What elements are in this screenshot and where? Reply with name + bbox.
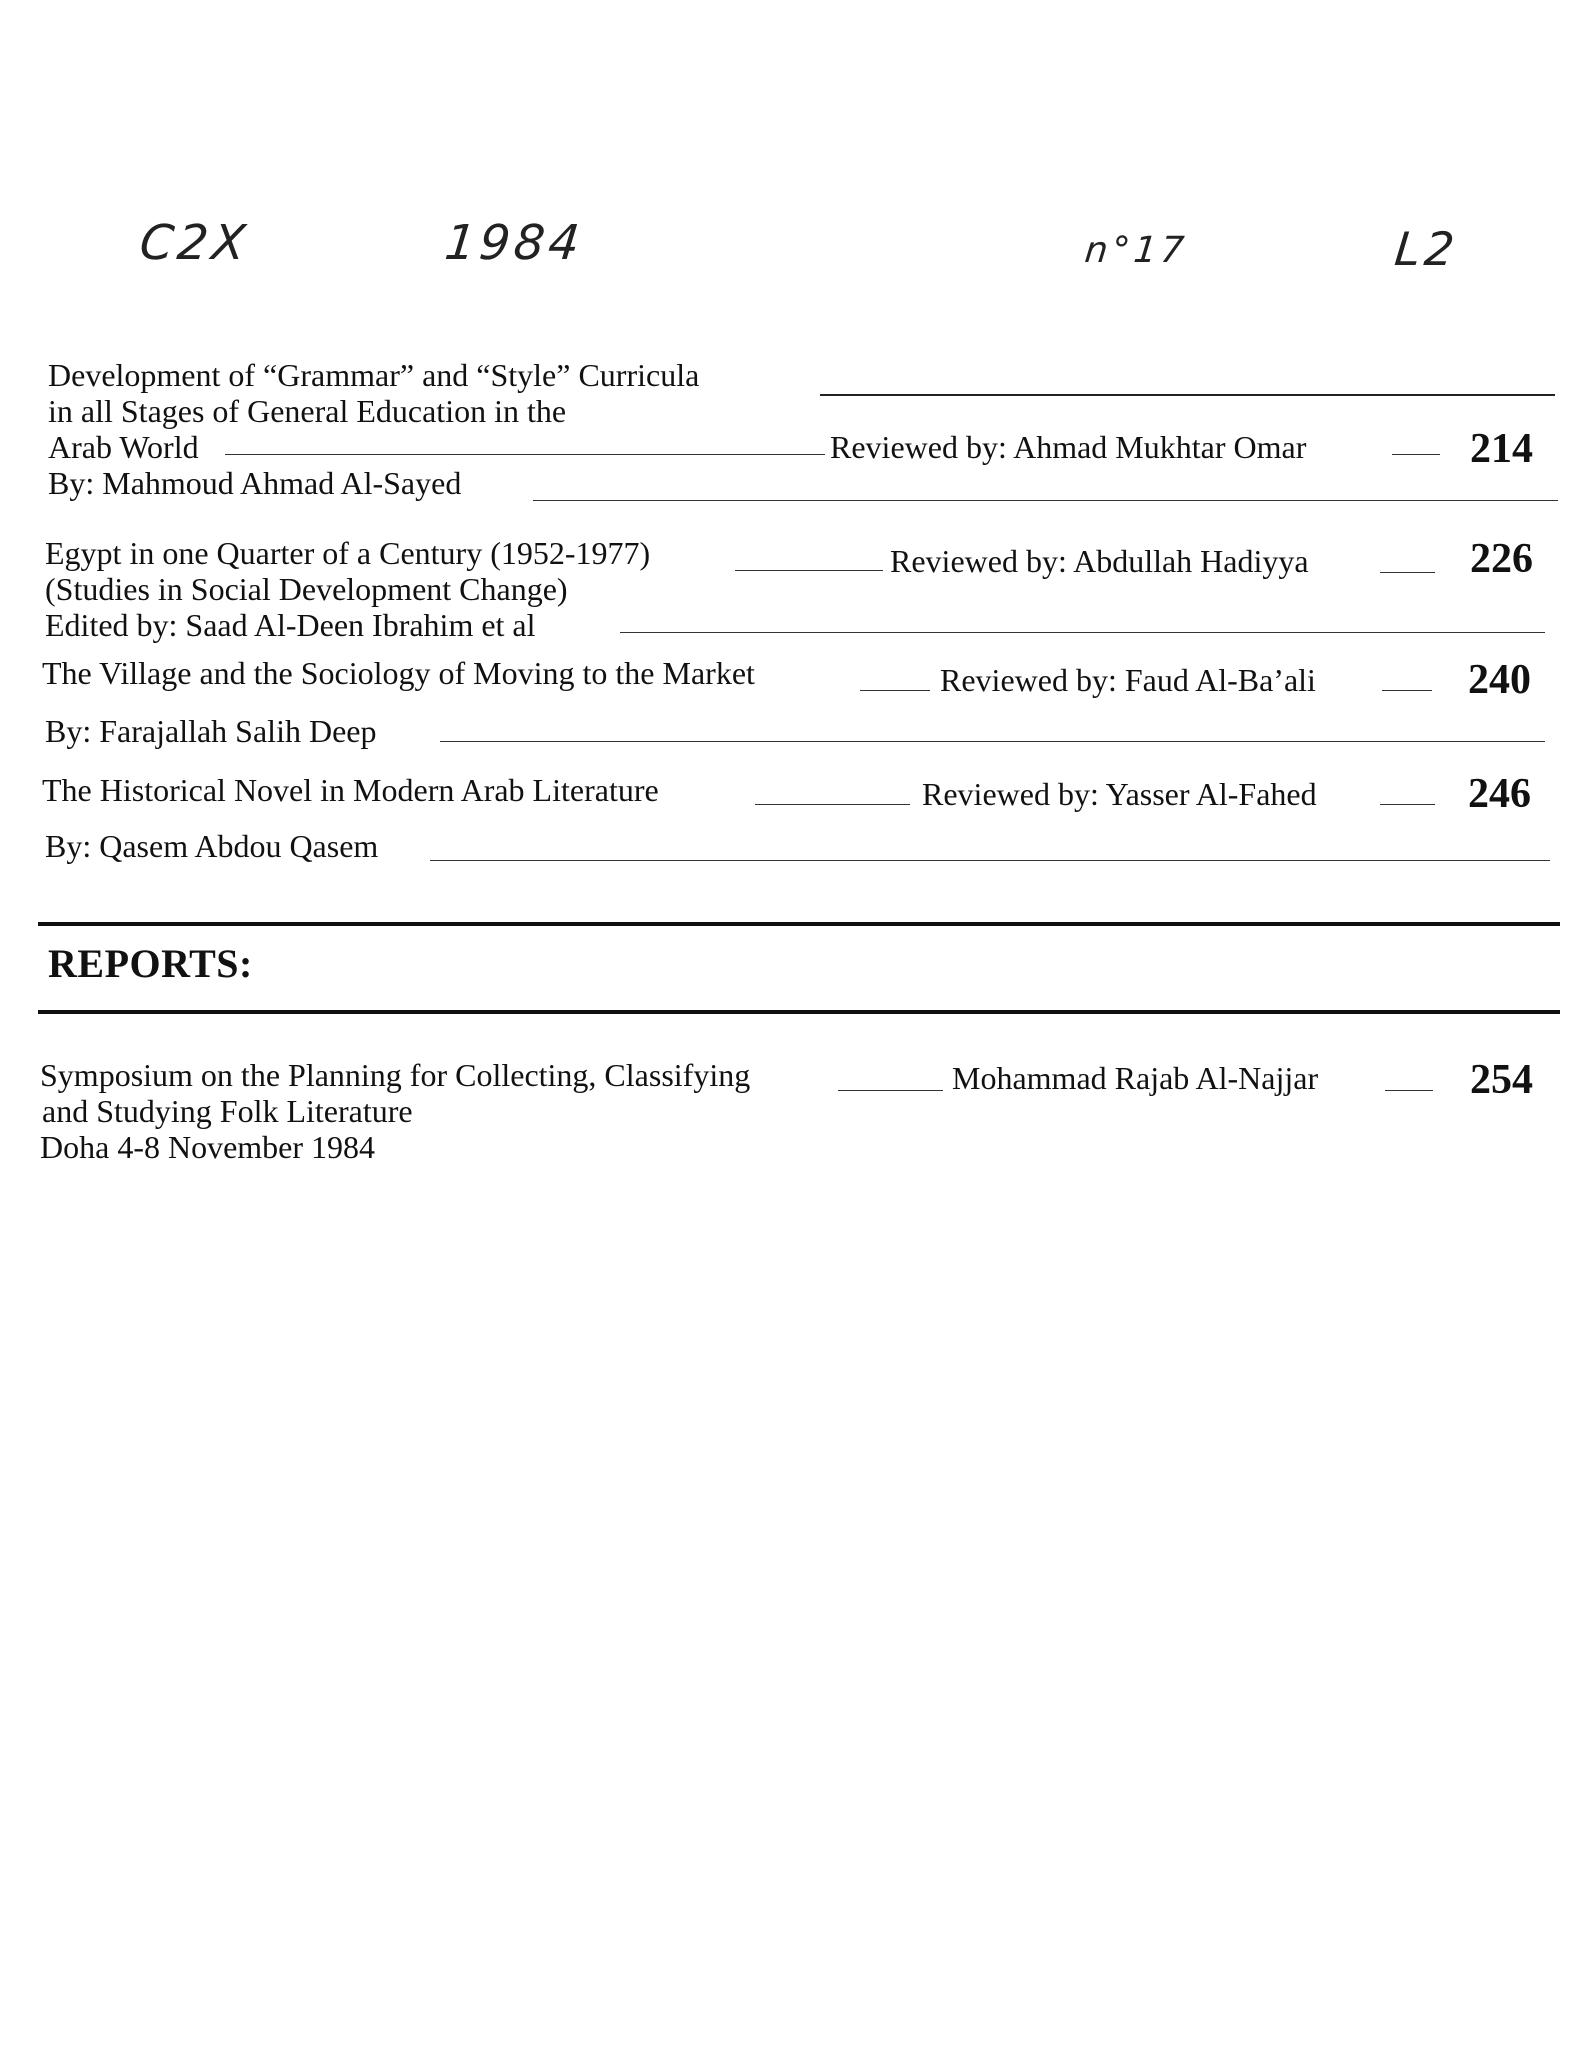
entry-page-number: 240 xyxy=(1468,657,1531,703)
leader-line xyxy=(838,1090,943,1091)
handwritten-mark-number: n°17 xyxy=(1082,230,1190,271)
entry-reviewer: Reviewed by: Abdullah Hadiyya xyxy=(890,543,1309,579)
section-rule xyxy=(38,1010,1560,1014)
leader-line xyxy=(1380,572,1435,573)
entry-page-number: 246 xyxy=(1468,771,1531,817)
entry-page-number: 226 xyxy=(1470,536,1533,582)
entry-reviewer: Reviewed by: Ahmad Mukhtar Omar xyxy=(830,429,1307,465)
entry-title-line: Arab World xyxy=(48,429,199,465)
leader-line xyxy=(860,690,930,691)
report-page-number: 254 xyxy=(1470,1057,1533,1103)
leader-line xyxy=(430,860,1550,861)
section-rule xyxy=(38,922,1560,926)
leader-line xyxy=(820,394,1555,396)
leader-line xyxy=(755,804,910,805)
leader-line xyxy=(1382,690,1432,691)
leader-line xyxy=(1392,454,1440,455)
handwritten-mark-code: C2X xyxy=(137,215,252,271)
entry-author: By: Farajallah Salih Deep xyxy=(45,713,377,749)
report-title-line: Doha 4-8 November 1984 xyxy=(40,1129,376,1165)
report-title-line: Symposium on the Planning for Collecting, Classifying xyxy=(40,1057,751,1093)
report-title-line: and Studying Folk Literature xyxy=(42,1093,413,1129)
entry-title-line: Egypt in one Quarter of a Century (1952-1977) xyxy=(45,535,651,571)
entry-title-line: (Studies in Social Development Change) xyxy=(45,571,568,607)
handwritten-mark-year: 1984 xyxy=(442,215,587,271)
entry-title-line: in all Stages of General Education in the xyxy=(48,393,567,429)
entry-title-line: Development of “Grammar” and “Style” Curricula xyxy=(48,357,700,393)
handwritten-mark-label: L2 xyxy=(1392,222,1461,276)
leader-line xyxy=(225,454,825,455)
entry-author: By: Qasem Abdou Qasem xyxy=(45,828,379,864)
leader-line xyxy=(1380,804,1435,805)
entry-reviewer: Reviewed by: Faud Al-Ba’ali xyxy=(940,662,1316,698)
entry-page-number: 214 xyxy=(1470,426,1533,472)
entry-reviewer: Reviewed by: Yasser Al-Fahed xyxy=(922,776,1317,812)
entry-author: Edited by: Saad Al-Deen Ibrahim et al xyxy=(45,607,536,643)
leader-line xyxy=(735,570,883,571)
entry-author: By: Mahmoud Ahmad Al-Sayed xyxy=(48,465,462,501)
leader-line xyxy=(440,741,1545,742)
report-author: Mohammad Rajab Al-Najjar xyxy=(952,1060,1319,1096)
leader-line xyxy=(620,632,1545,633)
leader-line xyxy=(533,500,1558,501)
entry-title-line: The Historical Novel in Modern Arab Literature xyxy=(42,772,659,808)
section-heading-reports: REPORTS: xyxy=(48,941,253,986)
leader-line xyxy=(1385,1090,1433,1091)
entry-title-line: The Village and the Sociology of Moving to the Market xyxy=(42,655,755,691)
